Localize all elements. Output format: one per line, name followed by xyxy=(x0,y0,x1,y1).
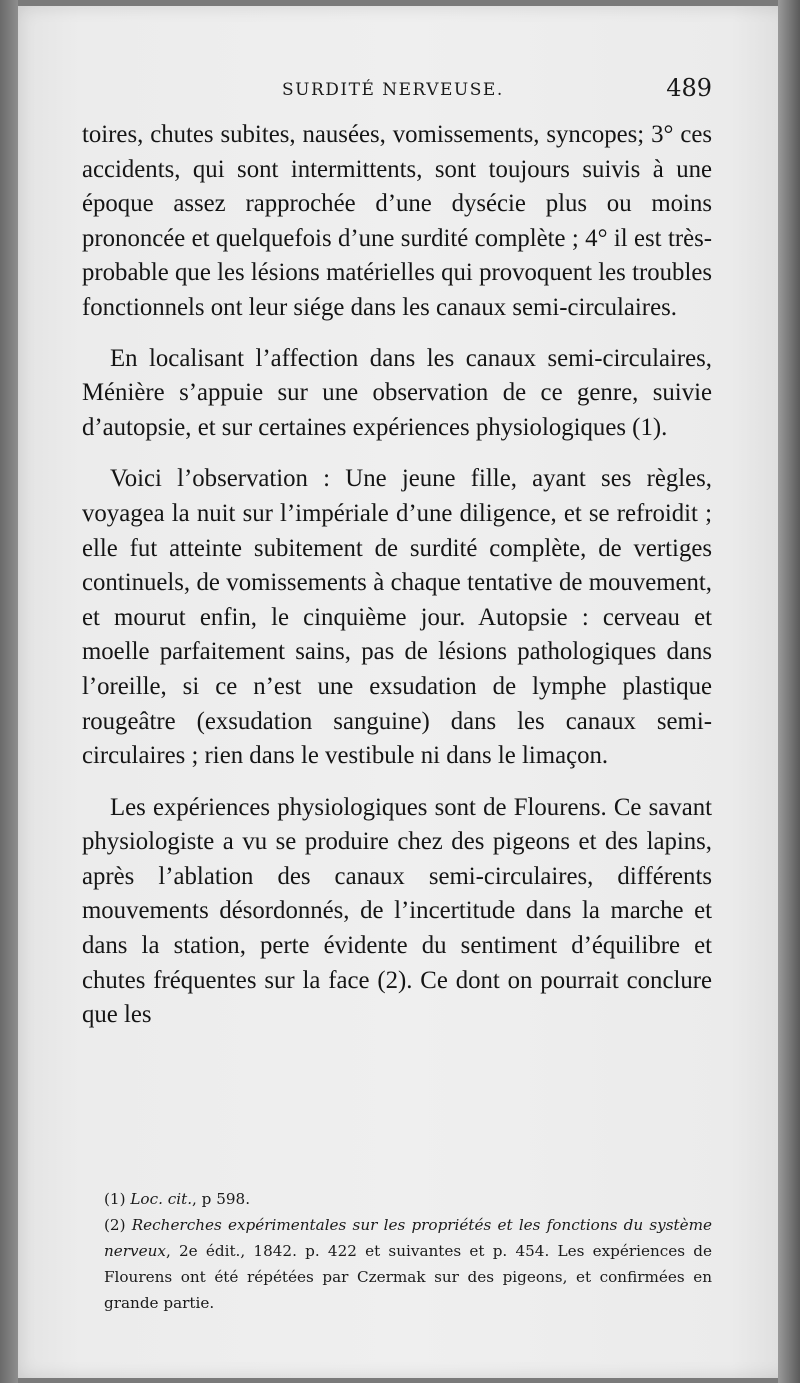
running-header xyxy=(82,74,712,110)
footnote-2-marker: (2) xyxy=(104,1216,126,1234)
page-number: 489 xyxy=(666,74,712,102)
footnotes xyxy=(104,1186,712,1316)
footnote-1-marker: (1) xyxy=(104,1190,126,1208)
footnote-2 xyxy=(104,1212,712,1316)
footnote-1-source: Loc. cit. xyxy=(130,1190,193,1208)
footnote-2-source: Recherches expérimentales sur les propriétés et les fonctions du système nerveux xyxy=(104,1216,712,1260)
footnote-1-text: , p 598. xyxy=(192,1190,251,1208)
paragraph-3: Voici l’observation : Une jeune fille, ayant ses règles, voyagea la nuit sur l’impériale d’une diligence, et se refroidit ; elle fut atteinte subitement de surdité complète, de vertiges continuels, de vomissements à chaque tentative de mouvement, et mourut enfin, le cinquième jour. Autopsie : cerveau et moelle parfaitement sains, pas de lésions pathologiques dans l’oreille, si ce n’est une exsudation de lymphe plastique rougeâtre (exsudation sanguine) dans les canaux semi-circulaires ; rien dans le vestibule ni dans le limaçon. xyxy=(82,465,712,770)
scan-left-edge xyxy=(0,0,18,1383)
scan-right-edge xyxy=(778,0,800,1383)
paragraph-2: En localisant l’affection dans les canaux semi-circulaires, Ménière s’appuie sur une observation de ce genre, suivie d’autopsie, et sur certaines expériences physiologiques (1). xyxy=(82,344,712,441)
footnote-1 xyxy=(104,1186,712,1212)
footnote-2-text: , 2e édit., 1842. p. 422 et suivantes et p. 454. Les expériences de Flourens ont été répétées par Czermak sur des pigeons, et confirmées en grande partie. xyxy=(104,1242,712,1312)
running-title: SURDITÉ NERVEUSE. xyxy=(282,80,504,100)
body-text xyxy=(82,118,712,1050)
paragraph-1: toires, chutes subites, nausées, vomissements, syncopes; 3° ces accidents, qui sont intermittents, sont toujours suivis à une époque assez rapprochée d’une dysécie plus ou moins prononcée et quelquefois d’une surdité complète ; 4° il est très-probable que les lésions matérielles qui provoquent les troubles fonctionnels ont leur siége dans les canaux semi-circulaires. xyxy=(82,121,712,321)
paragraph-4: Les expériences physiologiques sont de Flourens. Ce savant physiologiste a vu se produire chez des pigeons et des lapins, après l’ablation des canaux semi-circulaires, différents mouvements désordonnés, de l’incertitude dans la marche et dans la station, perte évidente du sentiment d’équilibre et chutes fréquentes sur la face (2). Ce dont on pourrait conclure que les xyxy=(82,793,712,1029)
